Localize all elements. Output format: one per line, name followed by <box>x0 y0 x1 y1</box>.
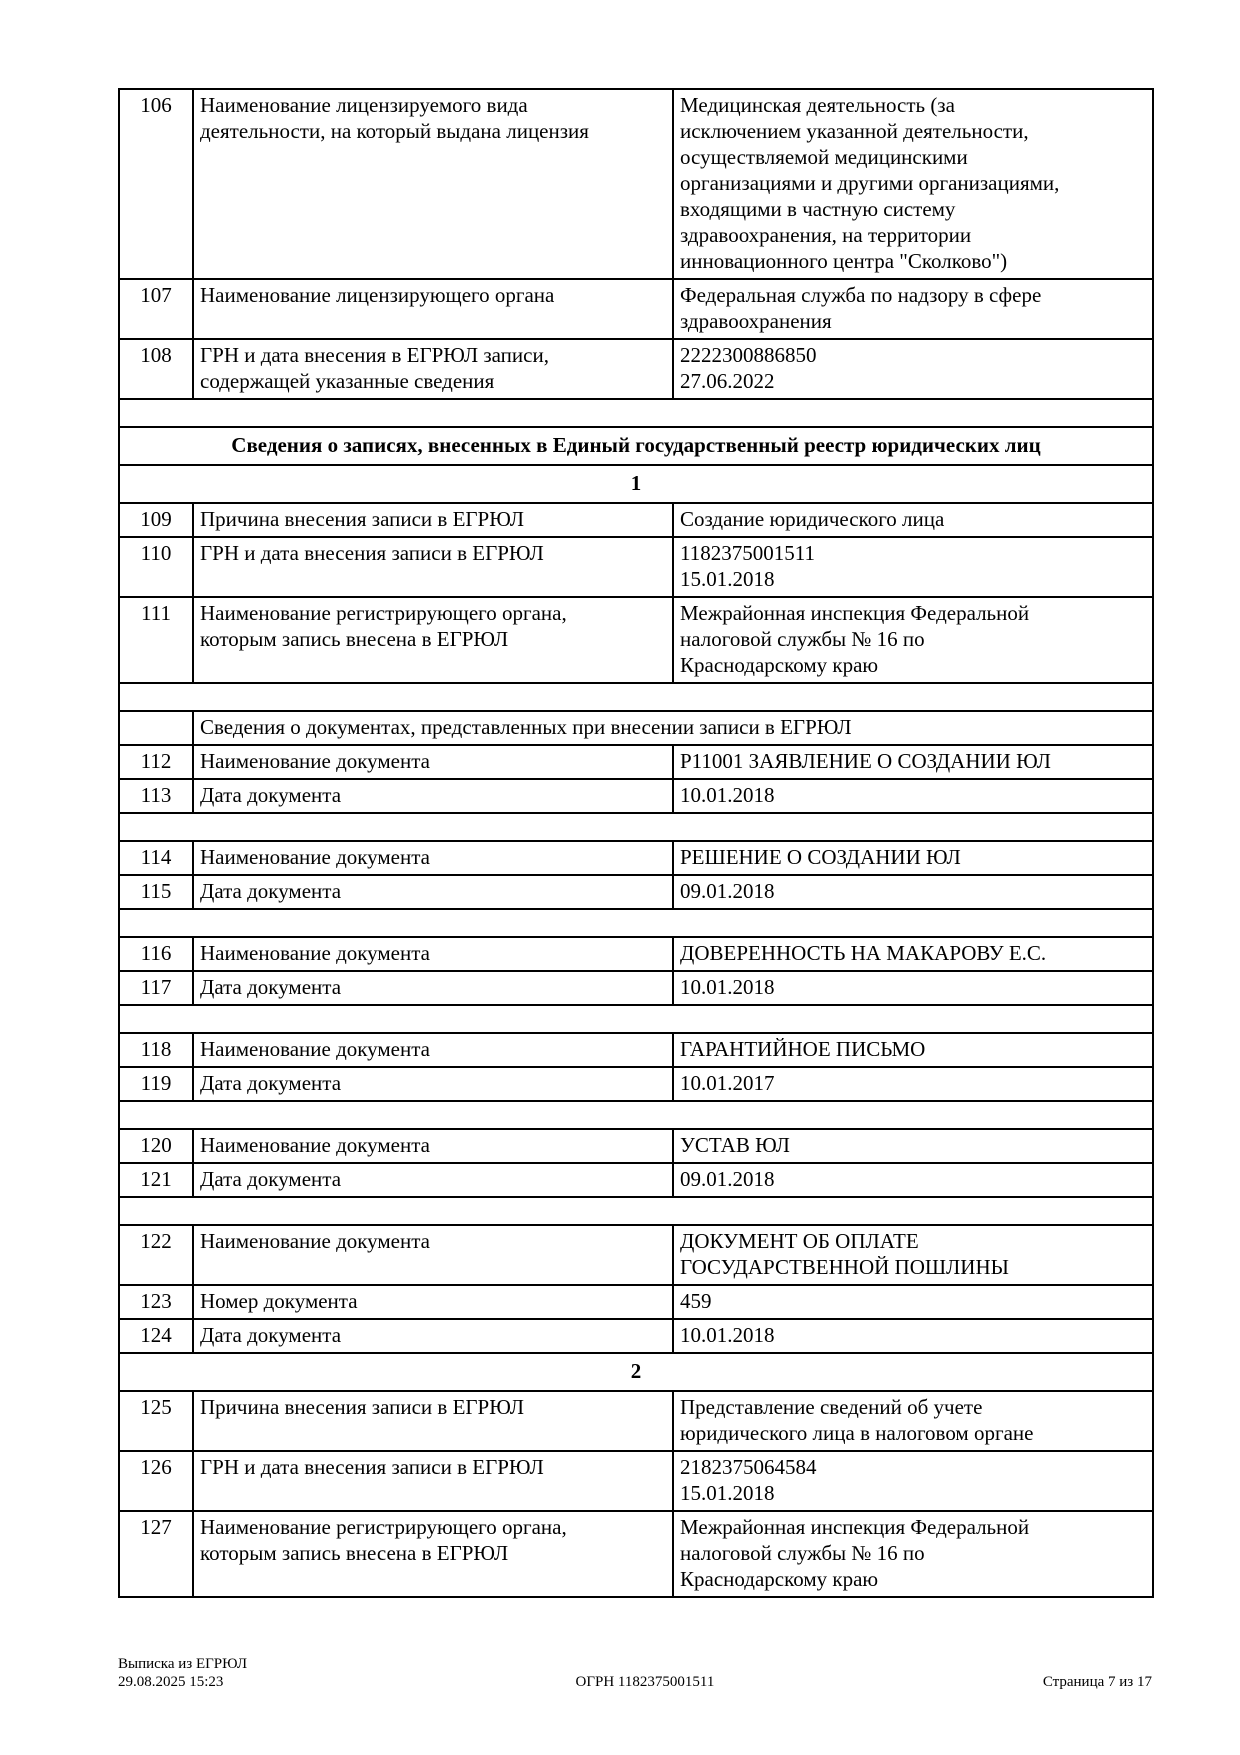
text-line: 15.01.2018 <box>680 1481 775 1505</box>
text-line: РЕШЕНИЕ О СОЗДАНИИ ЮЛ <box>680 845 961 869</box>
text-line: Дата документа <box>200 1167 342 1191</box>
text-line: 27.06.2022 <box>680 369 775 393</box>
text-line: исключением указанной деятельности, <box>680 119 1029 143</box>
row-number-cell: 124 <box>119 1319 193 1353</box>
subsection-number-cell: 1 <box>119 465 1153 503</box>
spacer-row <box>119 1197 1153 1225</box>
field-value-cell <box>673 841 1153 875</box>
text-line: Номер документа <box>200 1289 358 1313</box>
row-number-cell: 118 <box>119 1033 193 1067</box>
table-row <box>119 279 1153 339</box>
row-number-cell: 114 <box>119 841 193 875</box>
field-name-cell <box>193 597 673 683</box>
text-line: 10.01.2018 <box>680 1323 775 1347</box>
text-line: входящими в частную систему <box>680 197 956 221</box>
table-row <box>119 937 1153 971</box>
text-line: которым запись внесена в ЕГРЮЛ <box>200 1541 509 1565</box>
text-line: УСТАВ ЮЛ <box>680 1133 790 1157</box>
text-line: юридического лица в налоговом органе <box>680 1421 1034 1445</box>
text-line: Дата документа <box>200 783 342 807</box>
spacer-row <box>119 399 1153 427</box>
text-line: налоговой службы № 16 по <box>680 1541 925 1565</box>
row-number-cell: 127 <box>119 1511 193 1597</box>
text-line: Дата документа <box>200 1071 342 1095</box>
text-line: ГОСУДАРСТВЕННОЙ ПОШЛИНЫ <box>680 1255 1009 1279</box>
text-line: ГРН и дата внесения записи в ЕГРЮЛ <box>200 1455 544 1479</box>
field-name-cell <box>193 841 673 875</box>
page-footer <box>118 1655 1152 1691</box>
text-line: Наименование регистрирующего органа, <box>200 601 567 625</box>
spacer-cell <box>119 399 1153 427</box>
text-line: которым запись внесена в ЕГРЮЛ <box>200 627 509 651</box>
field-value-cell <box>673 503 1153 537</box>
text-line: здравоохранения <box>680 309 832 333</box>
row-number-cell: 106 <box>119 89 193 279</box>
text-line: Наименование лицензируемого вида <box>200 93 528 117</box>
doc-title: Выписка из ЕГРЮЛ <box>118 1656 247 1672</box>
row-number-cell: 113 <box>119 779 193 813</box>
row-number-cell: 123 <box>119 1285 193 1319</box>
table-row <box>119 537 1153 597</box>
text-line: Представление сведений об учете <box>680 1395 983 1419</box>
ogrn-label: ОГРН 1182375001511 <box>575 1674 715 1690</box>
field-name-cell <box>193 937 673 971</box>
field-value-cell <box>673 745 1153 779</box>
field-name-cell <box>193 1451 673 1511</box>
text-line: Создание юридического лица <box>680 507 945 531</box>
table-row <box>119 1129 1153 1163</box>
spacer-row <box>119 909 1153 937</box>
field-value-cell <box>673 875 1153 909</box>
subsection-number-row <box>119 465 1153 503</box>
field-value-cell <box>673 89 1153 279</box>
row-number-cell: 110 <box>119 537 193 597</box>
row-number-cell: 107 <box>119 279 193 339</box>
table-row <box>119 1511 1153 1597</box>
row-number-cell: 117 <box>119 971 193 1005</box>
spacer-cell <box>119 683 1153 711</box>
text-line: организациями и другими организациями, <box>680 171 1060 195</box>
text-line: 15.01.2018 <box>680 567 775 591</box>
text-line: Дата документа <box>200 879 342 903</box>
field-name-cell <box>193 503 673 537</box>
field-name-cell <box>193 279 673 339</box>
table-row <box>119 1033 1153 1067</box>
row-number-cell: 125 <box>119 1391 193 1451</box>
field-value-cell <box>673 339 1153 399</box>
field-value-cell <box>673 597 1153 683</box>
table-row <box>119 1225 1153 1285</box>
spacer-cell <box>119 1197 1153 1225</box>
field-name-cell <box>193 779 673 813</box>
field-value-cell <box>673 1391 1153 1451</box>
table-row <box>119 841 1153 875</box>
text-line: 10.01.2018 <box>680 783 775 807</box>
field-value-cell <box>673 1163 1153 1197</box>
spacer-row <box>119 1101 1153 1129</box>
egrul-records-table <box>118 88 1154 1598</box>
field-name-cell <box>193 875 673 909</box>
field-name-cell <box>193 1163 673 1197</box>
spacer-cell <box>119 813 1153 841</box>
table-row <box>119 875 1153 909</box>
text-line: Р11001 ЗАЯВЛЕНИЕ О СОЗДАНИИ ЮЛ <box>680 749 1051 773</box>
spacer-row <box>119 1005 1153 1033</box>
text-line: Дата документа <box>200 1323 342 1347</box>
text-line: ДОВЕРЕННОСТЬ НА МАКАРОВУ Е.С. <box>680 941 1047 965</box>
text-line: 09.01.2018 <box>680 1167 775 1191</box>
field-value-cell <box>673 779 1153 813</box>
text-line: Межрайонная инспекция Федеральной <box>680 1515 1030 1539</box>
text-line: ДОКУМЕНТ ОБ ОПЛАТЕ <box>680 1229 919 1253</box>
text-line: Краснодарскому краю <box>680 1567 879 1591</box>
row-number-cell: 122 <box>119 1225 193 1285</box>
text-line: Наименование документа <box>200 1133 430 1157</box>
documents-subheader-row <box>119 711 1153 745</box>
text-line: налоговой службы № 16 по <box>680 627 925 651</box>
text-line: осуществляемой медицинскими <box>680 145 968 169</box>
field-name-cell <box>193 1067 673 1101</box>
table-row <box>119 971 1153 1005</box>
spacer-cell <box>119 1101 1153 1129</box>
section-header-cell: Сведения о записях, внесенных в Единый государственный реестр юридических лиц <box>119 427 1153 465</box>
text-line: ГАРАНТИЙНОЕ ПИСЬМО <box>680 1037 926 1061</box>
subsection-number-cell: 2 <box>119 1353 1153 1391</box>
empty-number-cell <box>119 711 193 745</box>
section-header-row <box>119 427 1153 465</box>
print-timestamp: 29.08.2025 15:23 <box>118 1674 224 1690</box>
field-value-cell <box>673 1511 1153 1597</box>
text-line: 1182375001511 <box>680 541 815 565</box>
text-line: Причина внесения записи в ЕГРЮЛ <box>200 507 525 531</box>
text-line: ГРН и дата внесения записи в ЕГРЮЛ <box>200 541 544 565</box>
field-value-cell <box>673 1225 1153 1285</box>
field-value-cell <box>673 1451 1153 1511</box>
text-line: Медицинская деятельность (за <box>680 93 955 117</box>
text-line: Наименование документа <box>200 749 430 773</box>
subsection-number-row <box>119 1353 1153 1391</box>
field-name-cell <box>193 339 673 399</box>
row-number-cell: 126 <box>119 1451 193 1511</box>
row-number-cell: 121 <box>119 1163 193 1197</box>
table-row <box>119 1285 1153 1319</box>
field-value-cell <box>673 937 1153 971</box>
text-line: 2182375064584 <box>680 1455 817 1479</box>
text-line: Межрайонная инспекция Федеральной <box>680 601 1030 625</box>
table-row <box>119 1067 1153 1101</box>
spacer-row <box>119 683 1153 711</box>
text-line: деятельности, на который выдана лицензия <box>200 119 589 143</box>
table-row <box>119 1451 1153 1511</box>
text-line: 09.01.2018 <box>680 879 775 903</box>
field-name-cell <box>193 745 673 779</box>
row-number-cell: 116 <box>119 937 193 971</box>
text-line: 10.01.2017 <box>680 1071 775 1095</box>
table-row <box>119 89 1153 279</box>
row-number-cell: 112 <box>119 745 193 779</box>
text-line: Наименование регистрирующего органа, <box>200 1515 567 1539</box>
text-line: Дата документа <box>200 975 342 999</box>
text-line: инновационного центра "Сколково") <box>680 249 1008 273</box>
field-value-cell <box>673 1129 1153 1163</box>
row-number-cell: 108 <box>119 339 193 399</box>
documents-subheader-cell: Сведения о документах, представленных при внесении записи в ЕГРЮЛ <box>193 711 1153 745</box>
text-line: Наименование документа <box>200 845 430 869</box>
table-row <box>119 1391 1153 1451</box>
text-line: Наименование документа <box>200 1037 430 1061</box>
table-row <box>119 503 1153 537</box>
field-value-cell <box>673 1285 1153 1319</box>
field-value-cell <box>673 537 1153 597</box>
table-row <box>119 339 1153 399</box>
text-line: Федеральная служба по надзору в сфере <box>680 283 1042 307</box>
text-line: Наименование лицензирующего органа <box>200 283 555 307</box>
table-row <box>119 1163 1153 1197</box>
field-value-cell <box>673 1319 1153 1353</box>
field-value-cell <box>673 1033 1153 1067</box>
text-line: Причина внесения записи в ЕГРЮЛ <box>200 1395 525 1419</box>
footer-left-block <box>118 1655 247 1691</box>
field-name-cell <box>193 1225 673 1285</box>
row-number-cell: 115 <box>119 875 193 909</box>
field-name-cell <box>193 1285 673 1319</box>
field-name-cell <box>193 89 673 279</box>
row-number-cell: 109 <box>119 503 193 537</box>
field-name-cell <box>193 1129 673 1163</box>
spacer-cell <box>119 1005 1153 1033</box>
row-number-cell: 119 <box>119 1067 193 1101</box>
text-line: здравоохранения, на территории <box>680 223 972 247</box>
text-line: ГРН и дата внесения в ЕГРЮЛ записи, <box>200 343 549 367</box>
row-number-cell: 120 <box>119 1129 193 1163</box>
text-line: 2222300886850 <box>680 343 817 367</box>
row-number-cell: 111 <box>119 597 193 683</box>
spacer-row <box>119 813 1153 841</box>
text-line: 459 <box>680 1289 712 1313</box>
field-value-cell <box>673 279 1153 339</box>
text-line: 10.01.2018 <box>680 975 775 999</box>
field-name-cell <box>193 537 673 597</box>
field-value-cell <box>673 971 1153 1005</box>
text-line: содержащей указанные сведения <box>200 369 495 393</box>
field-name-cell <box>193 1033 673 1067</box>
text-line: Наименование документа <box>200 1229 430 1253</box>
spacer-cell <box>119 909 1153 937</box>
page-indicator: Страница 7 из 17 <box>1042 1674 1152 1690</box>
text-line: Наименование документа <box>200 941 430 965</box>
table-row <box>119 597 1153 683</box>
field-name-cell <box>193 1319 673 1353</box>
field-name-cell <box>193 1391 673 1451</box>
field-name-cell <box>193 971 673 1005</box>
field-name-cell <box>193 1511 673 1597</box>
field-value-cell <box>673 1067 1153 1101</box>
text-line: Краснодарскому краю <box>680 653 879 677</box>
table-row <box>119 779 1153 813</box>
table-row <box>119 745 1153 779</box>
table-row <box>119 1319 1153 1353</box>
